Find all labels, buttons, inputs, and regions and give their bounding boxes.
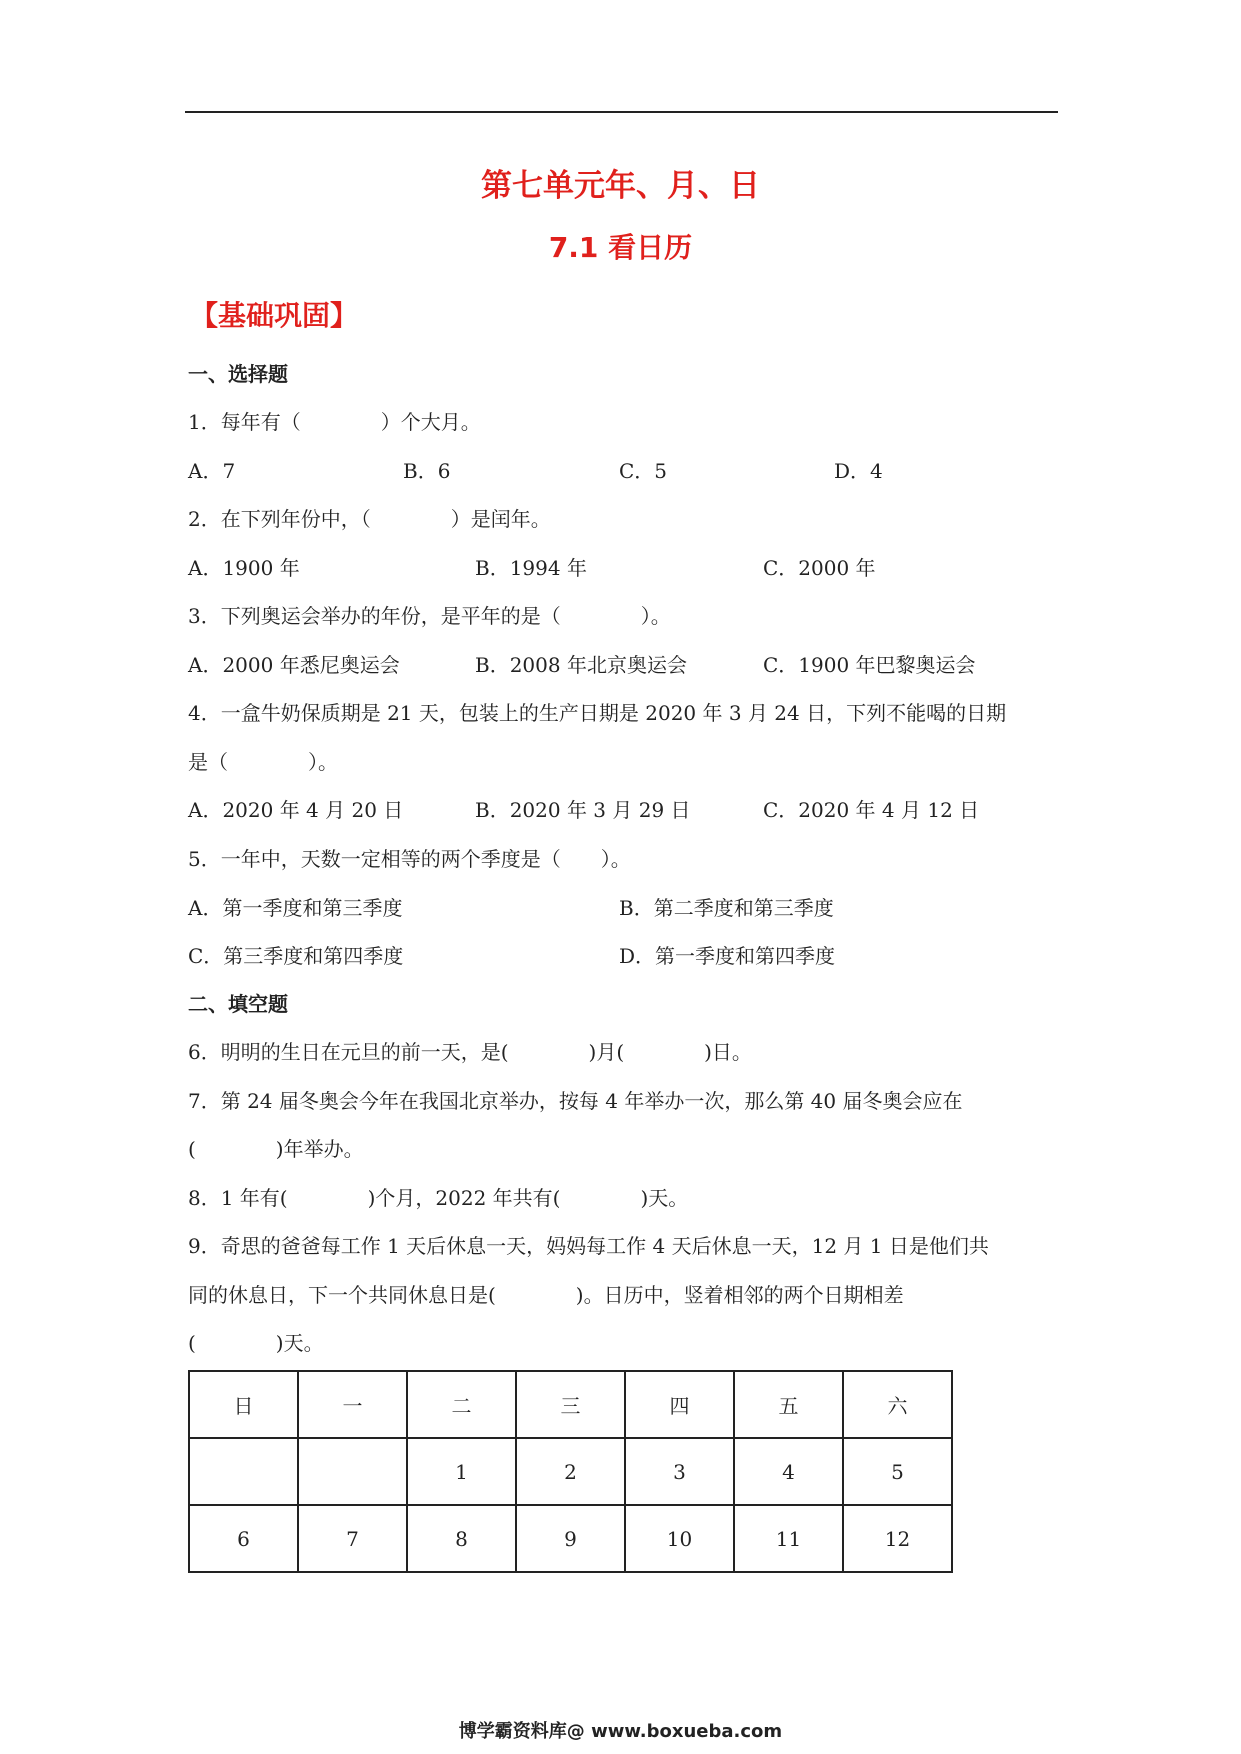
question-6: 6．明明的生日在元旦的前一天，是( )月( )日。	[188, 1040, 752, 1064]
question-4-line1: 4．一盒牛奶保质期是 21 天，包装上的生产日期是 2020 年 3 月 24 日，下列不能喝的日期	[188, 701, 1007, 725]
calendar-table	[188, 1370, 953, 1573]
page-title: 第七单元年、月、日	[481, 168, 760, 204]
calendar-row	[189, 1505, 952, 1572]
q3-option-a: A．2000 年悉尼奥运会	[188, 653, 400, 677]
date-cell: 7	[298, 1505, 407, 1572]
q1-option-c: C．5	[619, 459, 668, 483]
question-7-line1: 7．第 24 届冬奥会今年在我国北京举办，按每 4 年举办一次，那么第 40 届冬奥会应在	[188, 1089, 963, 1113]
date-cell: 8	[407, 1505, 516, 1572]
question-7-line2: ( )年举办。	[188, 1137, 364, 1161]
question-1: 1．每年有（ ）个大月。	[188, 410, 481, 434]
q5-option-d: D．第一季度和第四季度	[619, 944, 836, 968]
q4-option-a: A．2020 年 4 月 20 日	[188, 798, 404, 822]
q2-option-a: A．1900 年	[188, 556, 300, 580]
date-cell: 5	[843, 1438, 952, 1505]
date-cell: 4	[734, 1438, 843, 1505]
question-8: 8．1 年有( )个月，2022 年共有( )天。	[188, 1186, 689, 1210]
q2-option-b: B．1994 年	[475, 556, 587, 580]
question-2: 2．在下列年份中，（ ）是闰年。	[188, 507, 551, 531]
date-cell: 11	[734, 1505, 843, 1572]
weekday-cell: 二	[407, 1371, 516, 1438]
date-cell: 12	[843, 1505, 952, 1572]
q1-option-d: D．4	[834, 459, 883, 483]
q5-option-b: B．第二季度和第三季度	[619, 896, 834, 920]
q5-option-c: C．第三季度和第四季度	[188, 944, 404, 968]
weekday-cell: 六	[843, 1371, 952, 1438]
date-cell: 10	[625, 1505, 734, 1572]
question-9-line3: ( )天。	[188, 1331, 324, 1355]
q4-option-c: C．2020 年 4 月 12 日	[763, 798, 980, 822]
header-rule	[185, 111, 1058, 113]
q1-option-a: A．7	[188, 459, 236, 483]
date-cell: 9	[516, 1505, 625, 1572]
date-cell	[298, 1438, 407, 1505]
q3-option-c: C．1900 年巴黎奥运会	[763, 653, 976, 677]
footer-watermark: 博学霸资料库@ www.boxueba.com	[458, 1721, 783, 1742]
weekday-cell: 一	[298, 1371, 407, 1438]
question-5: 5．一年中，天数一定相等的两个季度是（ ）。	[188, 847, 631, 871]
question-9-line2: 同的休息日，下一个共同休息日是( )。日历中，竖着相邻的两个日期相差	[188, 1283, 904, 1307]
calendar-row	[189, 1438, 952, 1505]
part1-heading: 一、选择题	[188, 362, 288, 386]
q4-option-b: B．2020 年 3 月 29 日	[475, 798, 691, 822]
question-9-line1: 9．奇思的爸爸每工作 1 天后休息一天，妈妈每工作 4 天后休息一天，12 月 1 日是他们共	[188, 1234, 989, 1258]
question-4-line2: 是（ ）。	[188, 750, 338, 774]
part2-heading: 二、填空题	[188, 992, 288, 1016]
page-subtitle: 7.1 看日历	[548, 231, 693, 264]
date-cell	[189, 1438, 298, 1505]
date-cell: 3	[625, 1438, 734, 1505]
date-cell: 1	[407, 1438, 516, 1505]
date-cell: 6	[189, 1505, 298, 1572]
weekday-cell: 三	[516, 1371, 625, 1438]
question-3: 3．下列奥运会举办的年份，是平年的是（ ）。	[188, 604, 671, 628]
weekday-cell: 四	[625, 1371, 734, 1438]
weekday-cell: 五	[734, 1371, 843, 1438]
date-cell: 2	[516, 1438, 625, 1505]
weekday-cell: 日	[189, 1371, 298, 1438]
q2-option-c: C．2000 年	[763, 556, 876, 580]
q3-option-b: B．2008 年北京奥运会	[475, 653, 687, 677]
calendar-header-row	[189, 1371, 952, 1438]
section-heading: 【基础巩固】	[190, 299, 359, 332]
q5-option-a: A．第一季度和第三季度	[188, 896, 403, 920]
q1-option-b: B．6	[403, 459, 451, 483]
